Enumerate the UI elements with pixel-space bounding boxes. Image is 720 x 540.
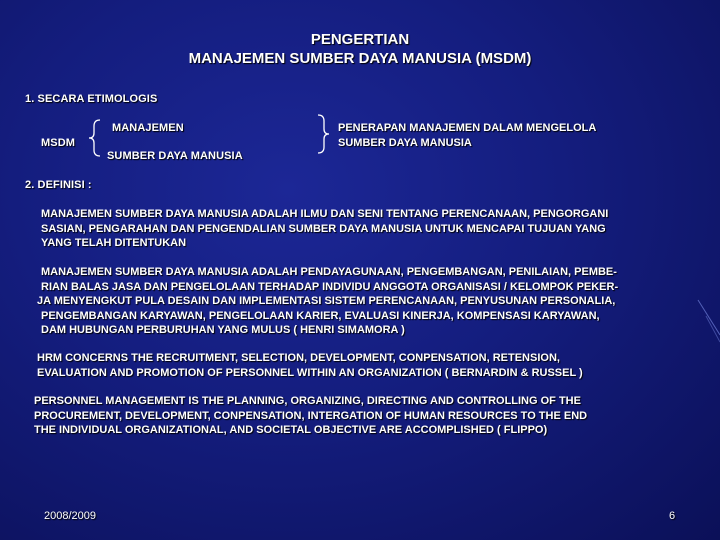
definition-line: THE INDIVIDUAL ORGANIZATIONAL, AND SOCIETAL OBJECTIVE ARE ACCOMPLISHED ( FLIPPO) (34, 424, 548, 436)
definition-line: PERSONNEL MANAGEMENT IS THE PLANNING, ORGANIZING, DIRECTING AND CONTROLLING OF THE (34, 395, 581, 407)
meaning-line: SUMBER DAYA MANUSIA (338, 136, 472, 149)
definition-line: HRM CONCERNS THE RECRUITMENT, SELECTION, DEVELOPMENT, CONPENSATION, RETENSION, (37, 352, 560, 364)
definition-line: PENGEMBANGAN KARYAWAN, PENGELOLAAN KARIER, EVALUASI KINERJA, KOMPENSASI KARYAWAN, (41, 309, 600, 322)
slide-title-line1: PENGERTIAN (310, 31, 410, 48)
section1-heading: 1. SECARA ETIMOLOGIS (25, 93, 158, 105)
definition-1 (41, 207, 608, 251)
definition-line: SASIAN, PENGARAHAN DAN PENGENDALIAN SUMBER DAYA MANUSIA UNTUK MENCAPAI TUJUAN YANG (41, 222, 606, 235)
page-number: 6 (669, 510, 676, 522)
definition-line: PROCUREMENT, DEVELOPMENT, CONPENSATION, INTERGATION OF HUMAN RESOURCES TO THE END (34, 409, 588, 422)
definition-3 (37, 351, 583, 380)
definition-line: DAM HUBUNGAN PERBURUHAN YANG MULUS ( HENRI SIMAMORA ) (41, 324, 405, 336)
section1-meaning (338, 121, 596, 150)
slide-title-line2: MANAJEMEN SUMBER DAYA MANUSIA (MSDM) (188, 50, 532, 67)
definition-line: EVALUATION AND PROMOTION OF PERSONNEL WITHIN AN ORGANIZATION ( BERNARDIN & RUSSEL ) (37, 366, 583, 379)
meaning-line: PENERAPAN MANAJEMEN DALAM MENGELOLA (338, 122, 597, 134)
msdm-label: MSDM (41, 137, 76, 149)
left-item-manajemen: MANAJEMEN (112, 122, 184, 134)
definition-line: MANAJEMEN SUMBER DAYA MANUSIA ADALAH PENDAYAGUNAAN, PENGEMBANGAN, PENILAIAN, PEMBE- (41, 266, 617, 278)
footer-date: 2008/2009 (44, 510, 96, 522)
definition-4 (34, 394, 587, 438)
definition-line: MANAJEMEN SUMBER DAYA MANUSIA ADALAH ILMU DAN SENI TENTANG PERENCANAAN, PENGORGANI (41, 208, 609, 220)
definition-line: YANG TELAH DITENTUKAN (41, 237, 187, 249)
section2-heading: 2. DEFINISI : (25, 179, 92, 191)
left-brace-icon (88, 118, 102, 158)
definition-2 (37, 265, 618, 338)
left-item-sdm: SUMBER DAYA MANUSIA (107, 150, 243, 162)
definition-line: RIAN BALAS JASA DAN PENGELOLAAN TERHADAP INDIVIDU ANGGOTA ORGANISASI / KELOMPOK PEKER- (41, 280, 619, 293)
right-brace-icon (316, 113, 330, 155)
definition-line: JA MENYENGKUT PULA DESAIN DAN IMPLEMENTASI SISTEM PERENCANAAN, PENYUSUNAN PERSONALIA, (37, 295, 616, 307)
